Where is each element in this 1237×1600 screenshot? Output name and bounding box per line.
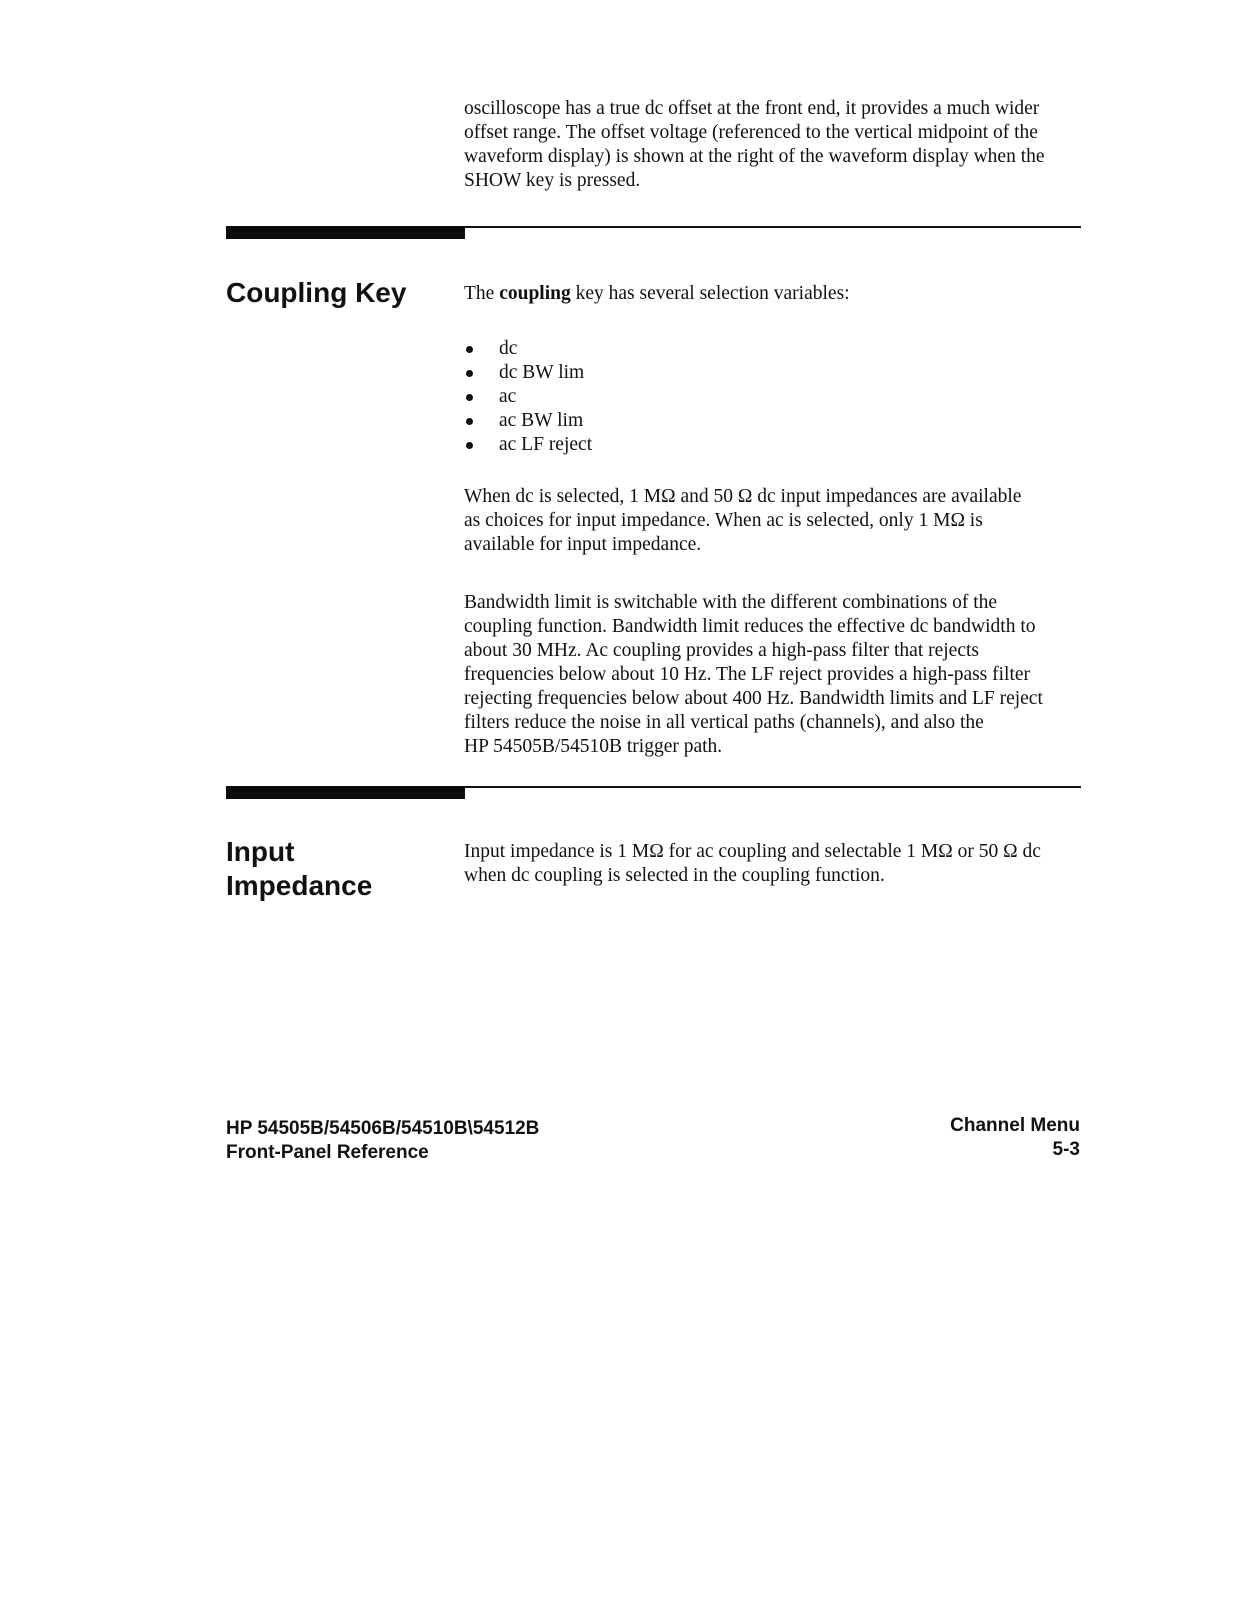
bullet-icon xyxy=(466,418,473,425)
paragraph-line: rejecting frequencies below about 400 Hz. Bandwidth limits and LF reject xyxy=(464,688,1043,709)
intro-paragraph xyxy=(464,97,1084,193)
bullet-icon xyxy=(466,370,473,377)
paragraph-line: as choices for input impedance. When ac is selected, only 1 MΩ is xyxy=(464,510,983,531)
bandwidth-limit-paragraph xyxy=(464,591,1084,759)
list-item xyxy=(464,361,1084,385)
bullet-icon xyxy=(466,394,473,401)
option-label: dc xyxy=(499,338,518,359)
footer-chapter-info xyxy=(950,1114,1080,1162)
intro-line: waveform display) is shown at the right of the waveform display when the xyxy=(464,146,1045,167)
footer-manual-name: Front-Panel Reference xyxy=(226,1142,429,1163)
coupling-options-list xyxy=(464,337,1084,457)
paragraph-line: frequencies below about 10 Hz. The LF reject provides a high-pass filter xyxy=(464,664,1031,685)
coupling-lead-keyword: coupling xyxy=(499,283,571,304)
paragraph-line: coupling function. Bandwidth limit reduces the effective dc bandwidth to xyxy=(464,616,1036,637)
coupling-key-heading: Coupling Key xyxy=(226,277,407,308)
intro-line: offset range. The offset voltage (referenced to the vertical midpoint of the xyxy=(464,122,1038,143)
section-divider xyxy=(226,226,1081,240)
heading-line: Impedance xyxy=(226,870,373,901)
footer-model-numbers: HP 54505B/54506B/54510B\54512B xyxy=(226,1118,540,1139)
paragraph-line: filters reduce the noise in all vertical paths (channels), and also the xyxy=(464,712,984,733)
list-item xyxy=(464,433,1084,457)
footer-manual-title xyxy=(226,1117,539,1165)
heading-line: Input xyxy=(226,836,295,867)
bullet-icon xyxy=(466,442,473,449)
footer-chapter-name: Channel Menu xyxy=(950,1115,1080,1136)
option-label: dc BW lim xyxy=(499,362,585,383)
divider-thick-bar xyxy=(226,226,465,239)
list-item xyxy=(464,337,1084,361)
bullet-icon xyxy=(466,346,473,353)
option-label: ac BW lim xyxy=(499,410,584,431)
divider-thick-bar xyxy=(226,786,465,799)
input-impedance-heading xyxy=(226,835,372,903)
paragraph-line: available for input impedance. xyxy=(464,534,702,555)
paragraph-line: HP 54505B/54510B trigger path. xyxy=(464,736,723,757)
coupling-key-section xyxy=(464,282,1084,759)
intro-line: oscilloscope has a true dc offset at the front end, it provides a much wider xyxy=(464,98,1040,119)
paragraph-line: Bandwidth limit is switchable with the different combinations of the xyxy=(464,592,998,613)
page-number: 5-3 xyxy=(1052,1139,1080,1160)
paragraph-line: about 30 MHz. Ac coupling provides a high-pass filter that rejects xyxy=(464,640,979,661)
list-item xyxy=(464,385,1084,409)
paragraph-line: when dc coupling is selected in the coupling function. xyxy=(464,865,885,886)
section-divider xyxy=(226,786,1081,800)
intro-line: SHOW key is pressed. xyxy=(464,170,641,191)
coupling-lead-before: The xyxy=(464,283,500,304)
input-impedance-section xyxy=(464,840,1084,888)
option-label: ac LF reject xyxy=(499,434,593,455)
impedance-choice-paragraph xyxy=(464,485,1084,557)
coupling-lead-after: key has several selection variables: xyxy=(570,283,850,304)
paragraph-line: Input impedance is 1 MΩ for ac coupling and selectable 1 MΩ or 50 Ω dc xyxy=(464,841,1041,862)
option-label: ac xyxy=(499,386,517,407)
coupling-lead xyxy=(464,282,1084,306)
paragraph-line: When dc is selected, 1 MΩ and 50 Ω dc input impedances are available xyxy=(464,486,1022,507)
list-item xyxy=(464,409,1084,433)
